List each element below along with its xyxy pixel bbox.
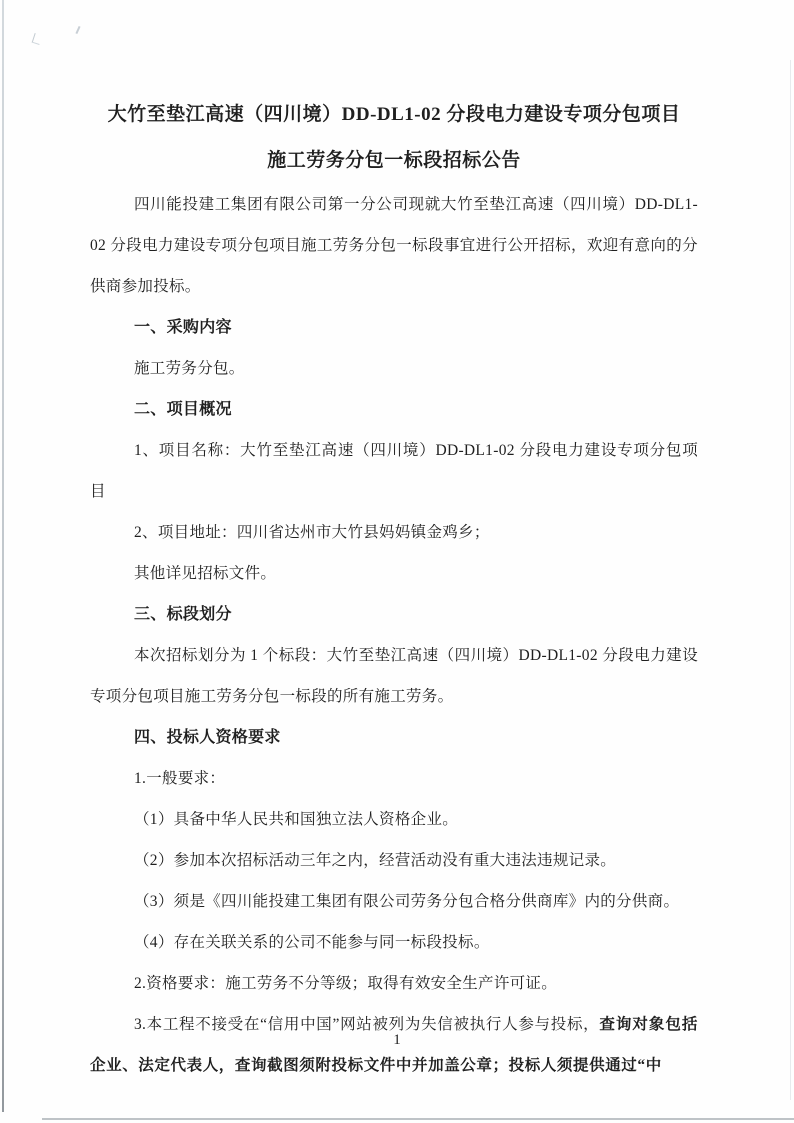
paragraph-qualification-requirements: 2.资格要求：施工劳务不分等级；取得有效安全生产许可证。 [134,975,558,992]
clause-3-bold-text: 查询对象包括企业、法定代表人，查询截图须附投标文件中并加盖公章；投标人须提供通过“中 [90,1016,699,1074]
document-title-line-2: 施工劳务分包一标段招标公告 [267,150,521,171]
document-title [90,92,698,184]
section-heading-bid-section-division: 三、标段划分 [134,606,232,623]
clause-3-normal-text: 3.本工程不接受在“信用中国”网站被列为失信被执行人参与投标， [134,1016,600,1033]
scan-speck-artifact [32,33,43,45]
paragraph-requirement-1: （1）具备中华人民共和国独立法人资格企业。 [134,811,459,828]
paragraph-requirement-2: （2）参加本次招标活动三年之内，经营活动没有重大违法违规记录。 [134,852,617,869]
document-body [90,92,698,1086]
paragraph-project-address: 2、项目地址：四川省达州市大竹县妈妈镇金鸡乡； [134,524,490,541]
section-heading-bidder-qualifications: 四、投标人资格要求 [134,729,281,746]
scan-right-edge-line [790,60,791,1100]
scan-speck-artifact [75,26,80,34]
page-number: 1 [393,1032,401,1048]
paragraph-requirement-4: （4）存在关联关系的公司不能参与同一标段投标。 [134,934,490,951]
section-heading-project-overview: 二、项目概况 [134,401,232,418]
paragraph-general-requirements: 1.一般要求： [134,770,226,787]
paragraph-requirement-3: （3）须是《四川能投建工集团有限公司劳务分包合格分供商库》内的分供商。 [134,893,680,910]
section-heading-procurement-content: 一、采购内容 [134,319,232,336]
scan-bottom-edge-line [42,1118,794,1120]
intro-paragraph: 四川能投建工集团有限公司第一分公司现就大竹至垫江高速（四川境）DD-DL1-02 分段电力建设专项分包项目施工劳务分包一标段事宜进行公开招标，欢迎有意向的分供商参加投标。 [90,196,698,295]
paragraph: 其他详见招标文件。 [134,565,277,582]
paragraph-project-name: 1、项目名称：大竹至垫江高速（四川境）DD-DL1-02 分段电力建设专项分包项目 [90,442,698,500]
paragraph: 施工劳务分包。 [134,360,245,377]
scan-left-edge-line [2,0,4,1112]
document-title-line-1: 大竹至垫江高速（四川境）DD-DL1-02 分段电力建设专项分包项目 [107,104,681,125]
paragraph: 本次招标划分为 1 个标段：大竹至垫江高速（四川境）DD-DL1-02 分段电力建设专项分包项目施工劳务分包一标段的所有施工劳务。 [90,647,698,705]
